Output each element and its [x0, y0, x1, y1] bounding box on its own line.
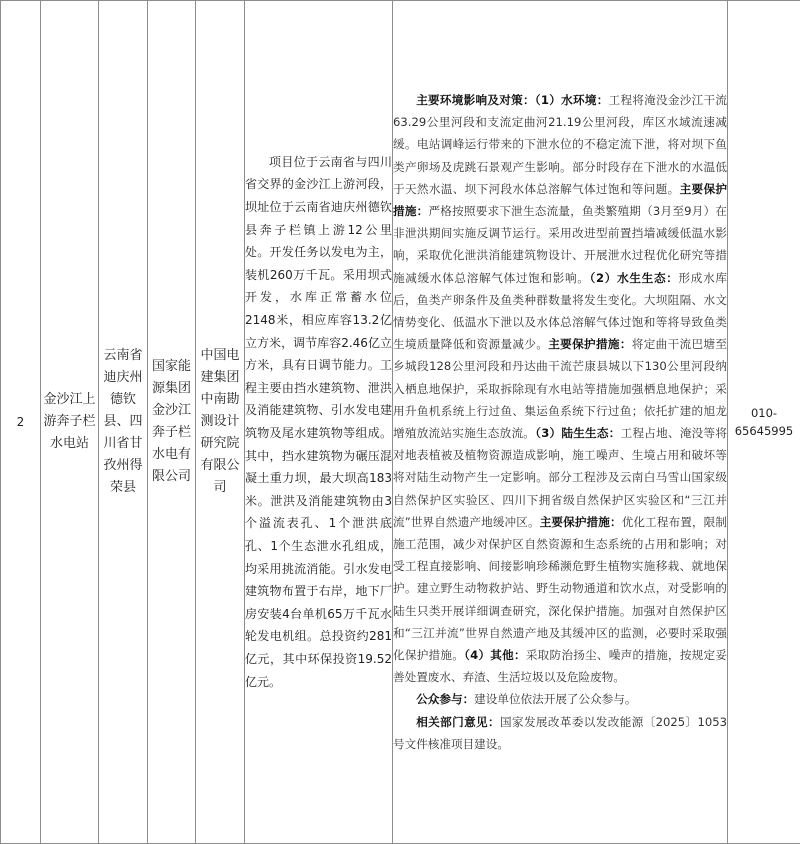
measures-paragraph-public [393, 688, 727, 710]
text-aquatic-measures: 将定曲干流巴塘至乡城段128公里河段和丹达曲干流芒康县城以下130公里河段纳入栖息地保护，采取拆除现有水电站等措施加强栖息地保护；采用升鱼机系统上行过鱼、集运鱼系统下行过鱼；依托扩建的旭龙增殖放流站实施生态放流。 [393, 337, 727, 440]
heading-protection-1: 主要保护措施： [393, 181, 727, 218]
measures-paragraph-impacts [393, 89, 727, 688]
heading-protection-2: 主要保护措施： [548, 337, 632, 352]
heading-other: （4）其他： [464, 648, 526, 663]
project-description: 项目位于云南省与四川省交界的金沙江上游河段，坝址位于云南省迪庆州德钦县奔子栏镇上游12公里处。开发任务以发电为主，装机260万千瓦。采用坝式开发，水库正常蓄水位2148米，相应库容13.2亿立方米，调节库容2.46亿立方米，具有日调节能力。工程主要由挡水建筑物、泄洪及消能建筑物、引水发电建筑物及尾水建筑物等组成。其中，挡水建筑物为碾压混凝土重力坝，最大坝高183米。泄洪及消能建筑物由3个溢流表孔、1个泄洪底孔、1个生态泄水孔组成，均采用挑流消能。引水发电建筑物布置于右岸，地下厂房安装4台单机65万千瓦水轮发电机组。总投资约281亿元，其中环保投资19.52亿元。 [245, 154, 392, 689]
table-row [1, 1, 800, 844]
project-name-cell [41, 1, 99, 844]
text-public-participation: 建设单位依法开展了公众参与。 [474, 692, 637, 707]
heading-main-impacts: 主要环境影响及对策： [416, 92, 535, 107]
row-number: 2 [1, 1, 41, 844]
measures-paragraph-opinion [393, 711, 727, 755]
heading-aquatic-ecology: （2）水生生态： [589, 270, 679, 285]
heading-terrestrial-ecology: （3）陆生生态： [535, 426, 621, 440]
contact-phone: 010-65645995 [734, 406, 794, 438]
project-location: 云南省迪庆州德钦县、四川省甘孜州得荣县 [103, 348, 143, 495]
phone-cell [728, 1, 800, 844]
text-aquatic-impact: 形成水库后，鱼类产卵条件及鱼类种群数量将发生变化。大坝阻隔、水文情势变化、低温水下泄以及水体总溶解气体过饱和等将导致鱼类生境质量降低和资源量减少。 [393, 270, 727, 352]
text-terrestrial-impact: 工程占地、淹没等将对地表植被及植物资源造成影响，施工噪声、生境占用和破坏等将对陆生动物产生一定影响。部分工程涉及云南白马雪山国家级自然保护区实验区、四川下拥省级自然保护区实验区和“三江并流”世界自然遗产地缓冲区。 [393, 426, 727, 529]
description-cell [245, 1, 393, 844]
developer-cell [148, 1, 196, 844]
eia-agency-cell [196, 1, 245, 844]
location-cell [99, 1, 148, 844]
text-department-opinion: 国家发展改革委以发改能源〔2025〕1053号文件核准项目建设。 [393, 714, 727, 751]
construction-unit: 国家能源集团金沙江奔子栏水电有限公司 [151, 359, 191, 484]
text-water-measures: 严格按照要求下泄生态流量，鱼类繁殖期（3月至9月）在非泄洪期间实施反调节运行。采用改进型前置挡墙减缓低温水影响，采取优化泄洪消能建筑物设计、开展泄水过程优化研究等措施减缓水体总溶解气体过饱和影响。 [393, 203, 727, 285]
heading-water-environment: （1）水环境： [534, 92, 609, 107]
heading-public-participation: 公众参与： [416, 692, 475, 707]
text-other-measures: 采取防治扬尘、噪声的措施，按规定妥善处置废水、弃渣、生活垃圾以及危险废物。 [393, 648, 727, 685]
heading-department-opinion: 相关部门意见： [416, 714, 500, 729]
text-terrestrial-measures: 优化工程布置，限制施工范围，减少对保护区自然资源和生态系统的占用和影响；对受工程直接影响、间接影响珍稀濒危野生植物实施移栽、就地保护。建立野生动物救护站、野生动物通道和饮水点，对受影响的陆生只类开展详细调查研究，深化保护措施。加强对自然保护区和“三江并流”世界自然遗产地及其缓冲区的监测，必要时采取强化保护措施。 [393, 514, 727, 663]
heading-protection-3: 主要保护措施： [539, 514, 622, 529]
measures-cell [393, 1, 728, 844]
project-name: 金沙江上游奔子栏水电站 [43, 392, 96, 451]
eia-agency: 中国电建集团中南勘测设计研究院有限公司 [200, 348, 240, 495]
text-water-impact: 工程将淹没金沙江干流63.29公里河段和支流定曲河21.19公里河段，库区水域流速减缓。电站调峰运行带来的下泄水位的不稳定流下泄，将对坝下鱼类产卵场及虎跳石景观产生影响。部分时段存在下泄水的水温低于天然水温、坝下河段水体总溶解气体过饱和等问题。 [393, 92, 727, 196]
